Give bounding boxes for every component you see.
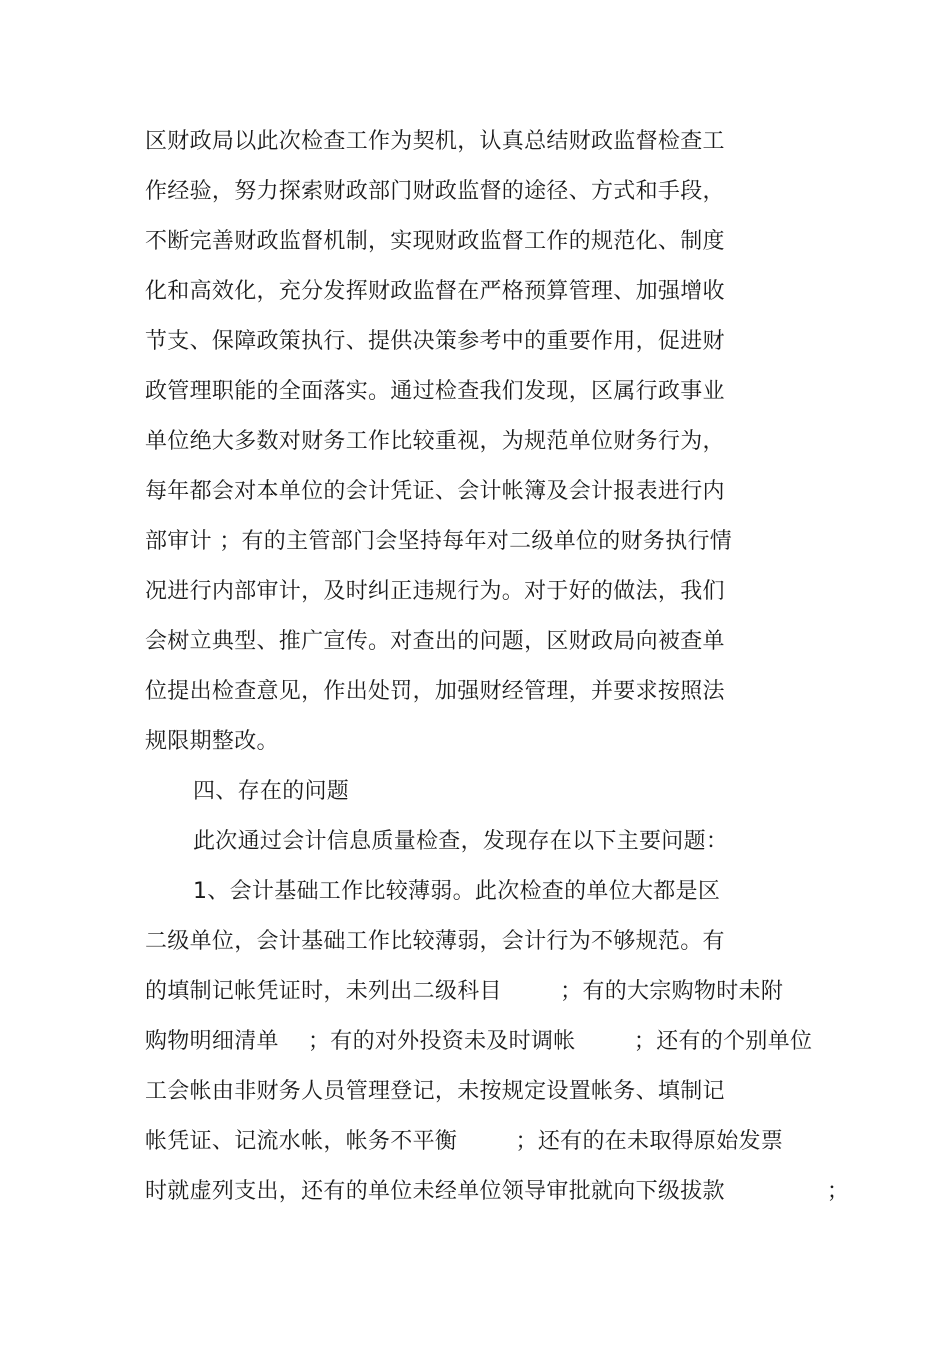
text-line: 区财政局以此次检查工作为契机，认真总结财政监督检查工: [145, 129, 725, 154]
text-line: 每年都会对本单位的会计凭证、会计帐簿及会计报表进行内: [145, 479, 725, 504]
text-line: 工会帐由非财务人员管理登记，未按规定设置帐务、填制记: [145, 1079, 725, 1104]
text-line: 帐凭证、记流水帐，帐务不平衡 ；还有的在未取得原始发票: [145, 1129, 784, 1154]
text-line: 部审计 ；有的主管部门会坚持每年对二级单位的财务执行情: [145, 529, 733, 554]
text-line: 此次通过会计信息质量检查，发现存在以下主要问题：: [193, 829, 729, 854]
text-line: 节支、保障政策执行、提供决策参考中的重要作用，促进财: [145, 329, 725, 354]
text-line: 会树立典型、推广宣传。对查出的问题，区财政局向被查单: [145, 629, 725, 654]
text-line: 的填制记帐凭证时，未列出二级科目 ；有的大宗购物时未附: [145, 979, 784, 1004]
text-line: 位提出检查意见，作出处罚，加强财经管理，并要求按照法: [145, 679, 725, 704]
section-heading: 四、存在的问题: [193, 779, 350, 804]
text-line: 不断完善财政监督机制，实现财政监督工作的规范化、制度: [145, 229, 725, 254]
text-line: 化和高效化，充分发挥财政监督在严格预算管理、加强增收: [145, 279, 725, 304]
text-line: 时就虚列支出，还有的单位未经单位领导审批就向下级拔款 ；: [145, 1179, 850, 1204]
text-line: 政管理职能的全面落实。通过检查我们发现，区属行政事业: [145, 379, 725, 404]
text-line: 二级单位，会计基础工作比较薄弱，会计行为不够规范。有: [145, 929, 725, 954]
text-line: 1、会计基础工作比较薄弱。此次检查的单位大都是区: [193, 879, 721, 904]
text-line: 单位绝大多数对财务工作比较重视，为规范单位财务行为，: [145, 429, 725, 454]
text-line: 况进行内部审计，及时纠正违规行为。对于好的做法，我们: [145, 579, 725, 604]
text-line: 规限期整改。: [145, 729, 279, 754]
text-line: 作经验，努力探索财政部门财政监督的途径、方式和手段，: [145, 179, 725, 204]
text-line: 购物明细清单 ；有的对外投资未及时调帐 ；还有的个别单位: [145, 1029, 813, 1054]
